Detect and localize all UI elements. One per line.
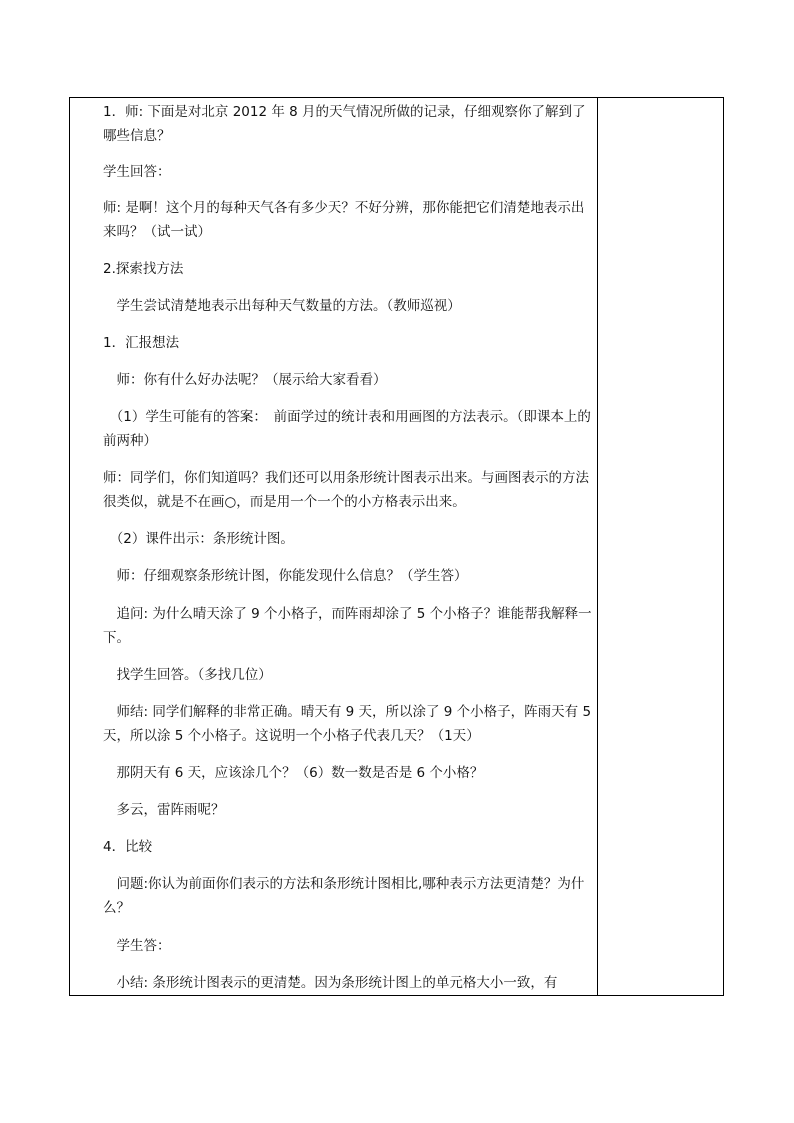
paragraph-8: （1）学生可能有的答案： 前面学过的统计表和用画图的方法表示。（即课本上的前两种） — [103, 409, 591, 449]
paragraph-13: 找学生回答。（多找几位） — [103, 667, 272, 683]
paragraph-10: （2）课件出示：条形统计图。 — [103, 531, 294, 547]
paragraph-6: 1．汇报想法 — [103, 335, 180, 351]
paragraph-9: 师：同学们，你们知道吗？我们还可以用条形统计图表示出来。与画图表示的方法很类似，就是不在画○，而是用一个一个的小方格表示出来。 — [103, 470, 589, 510]
paragraph-11: 师：仔细观察条形统计图，你能发现什么信息？（学生答） — [103, 568, 468, 584]
paragraph-15: 那阴天有 6 天，应该涂几个？（6）数一数是否是 6 个小格？ — [103, 765, 484, 781]
paragraph-4: 2.探索找方法 — [103, 261, 184, 277]
paragraph-12: 追问: 为什么晴天涂了 9 个小格子，而阵雨却涂了 5 个小格子？谁能帮我解释一下。 — [103, 606, 592, 646]
paragraph-20: 小结: 条形统计图表示的更清楚。因为条形统计图上的单元格大小一致，有 — [103, 975, 558, 991]
paragraph-1: 1．师: 下面是对北京 2012 年 8 月的天气情况所做的记录，仔细观察你了解到了哪些信息？ — [103, 104, 586, 144]
lesson-table — [69, 97, 724, 996]
paragraph-18: 问题:你认为前面你们表示的方法和条形统计图相比,哪种表示方法更清楚？为什么？ — [103, 876, 585, 916]
paragraph-3: 师: 是啊！这个月的每种天气各有多少天？不好分辨，那你能把它们清楚地表示出来吗？（试一试） — [103, 200, 585, 240]
column-divider — [597, 98, 598, 995]
paragraph-16: 多云，雷阵雨呢？ — [103, 802, 225, 818]
paragraph-7: 师：你有什么好办法呢？（展示给大家看看） — [103, 372, 387, 388]
paragraph-19: 学生答： — [103, 938, 171, 954]
paragraph-2: 学生回答： — [103, 164, 171, 180]
paragraph-5: 学生尝试清楚地表示出每种天气数量的方法。（教师巡视） — [103, 298, 461, 314]
paragraph-14: 师结: 同学们解释的非常正确。晴天有 9 天，所以涂了 9 个小格子，阵雨天有 5 天，所以涂 5 个小格子。这说明一个小格子代表几天？（1天） — [103, 704, 596, 744]
paragraph-17: 4．比较 — [103, 839, 153, 855]
